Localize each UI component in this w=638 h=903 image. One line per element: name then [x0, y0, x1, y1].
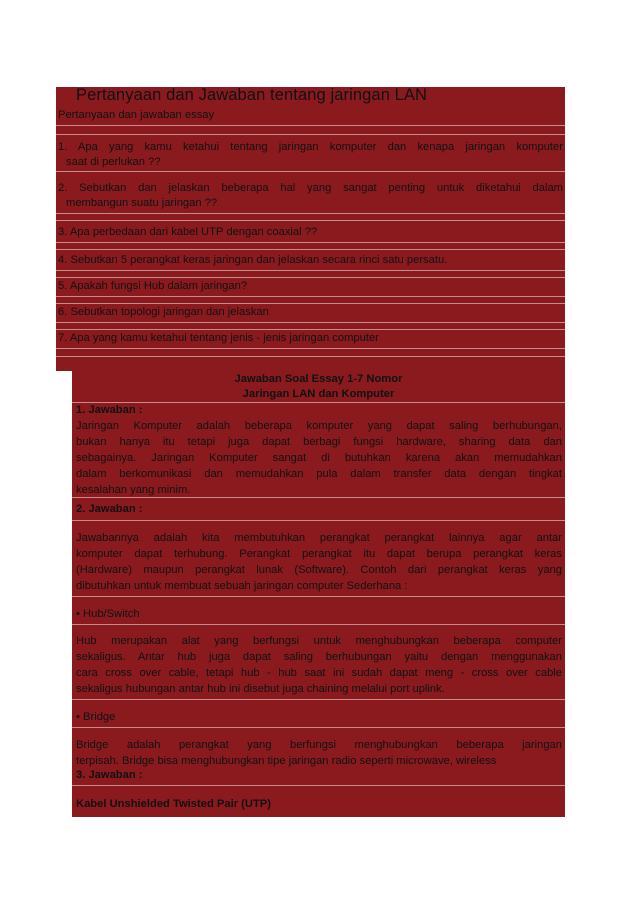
question-4: 4. Sebutkan 5 perangkat keras jaringan dan jelaskan secara rinci satu persatu.: [58, 254, 448, 266]
question-5: 5. Apakah fungsi Hub dalam jaringan?: [58, 280, 248, 292]
divider: [56, 348, 565, 349]
divider: [56, 213, 565, 214]
question-2: 2. Sebutkan dan jelaskan beberapa hal yang sangat penting untuk diketahui dalam membangun suatu jaringan ??: [58, 182, 563, 209]
answer-1-heading: 1. Jawaban :: [76, 404, 143, 416]
divider: [56, 329, 565, 330]
divider: [56, 220, 565, 221]
page-title: Pertanyaan dan Jawaban tentang jaringan LAN: [76, 86, 428, 104]
subtitle: Pertanyaan dan jawaban essay: [58, 109, 215, 121]
answer-3-subheading: Kabel Unshielded Twisted Pair (UTP): [76, 798, 271, 810]
list-item-bridge: • Bridge: [76, 711, 116, 723]
divider: [56, 270, 565, 271]
divider: [56, 296, 565, 297]
divider: [56, 249, 565, 250]
answer-1-text: Jaringan Komputer adalah beberapa komputer yang dapat saling berhubungan, bukan hanya itu tetapi juga dapat berbagi fungsi hardware, sharing data dan sebagainya. Jaringan Komputer sangat di butuhkan karena akan memudahkan dalam berkomunikasi dan memudahkan pula dalam transfer data dengan tingkat kesalahan yang minim.: [76, 420, 562, 496]
bridge-description: Bridge adalah perangkat yang berfungsi menghubungkan beberapa jaringan terpisah. Bridge bisa menghubungkan tipe jaringan radio seperti microwave, wireless: [76, 739, 562, 767]
divider: [72, 520, 565, 521]
divider: [72, 624, 565, 625]
answer-2-heading: 2. Jawaban :: [76, 503, 143, 515]
divider: [56, 125, 565, 126]
divider: [56, 322, 565, 323]
question-6: 6. Sebutkan topologi jaringan dan jelaskan: [58, 306, 269, 318]
question-7: 7. Apa yang kamu ketahui tentang jenis - jenis jaringan computer: [58, 332, 379, 344]
hub-description: Hub merupakan alat yang berfungsi untuk menghubungkan beberapa computer sekaligus. Antar hub juga dapat saling berhubungan yaitu dengan menggunakan cara cross over cable, tetapi hub - hub saat ini sudah dapat meng - cross over cable sekaligus hubungan antar hub ini disebut juga chaining melalui port uplink.: [76, 635, 562, 695]
divider: [72, 497, 565, 498]
divider: [56, 303, 565, 304]
answer-3-heading: 3. Jawaban :: [76, 769, 143, 781]
divider: [72, 785, 565, 786]
divider: [72, 699, 565, 700]
divider: [56, 277, 565, 278]
divider: [72, 727, 565, 728]
question-3: 3. Apa perbedaan dari kabel UTP dengan coaxial ??: [58, 226, 318, 238]
answers-header: Jawaban Soal Essay 1-7 Nomor Jaringan LAN dan Komputer: [234, 373, 403, 400]
divider: [56, 134, 565, 135]
divider: [56, 242, 565, 243]
divider: [56, 171, 565, 172]
answer-2-intro: Jawabannya adalah kita membutuhkan perangkat perangkat lainnya agar antar komputer dapat terhubung. Perangkat perangkat itu dapat berupa perangkat keras (Hardware) maupun perangkat lunak (Software). Contoh dari perangkat keras yang dibutuhkan untuk membuat sebuah jaringan computer Sederhana :: [76, 532, 562, 592]
divider: [72, 596, 565, 597]
question-1: 1. Apa yang kamu ketahui tentang jaringan komputer dan kenapa jaringan komputer saat di perlukan ??: [58, 141, 563, 168]
divider: [56, 356, 565, 357]
list-item-hub: • Hub/Switch: [76, 608, 140, 620]
